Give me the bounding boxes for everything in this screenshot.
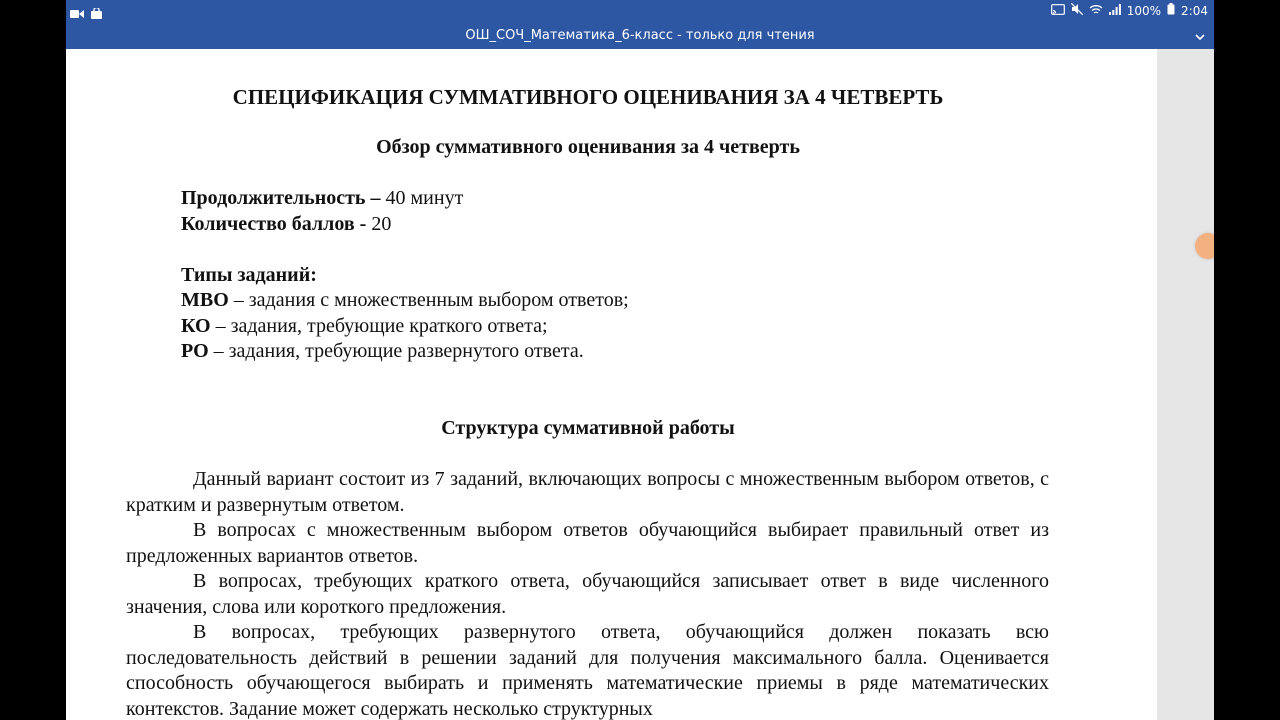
page-title: СПЕЦИФИКАЦИЯ СУММАТИВНОГО ОЦЕНИВАНИЯ ЗА 4 ЧЕТВЕРТЬ (232, 85, 944, 109)
paragraph: В вопросах с множественным выбором ответов обучающийся выбирает правильный ответ из предложенных вариантов ответов. (126, 519, 1049, 567)
signal-icon (1109, 4, 1121, 18)
points-line (181, 213, 391, 236)
page-margin-area (1157, 49, 1214, 720)
task-types-heading: Типы заданий: (181, 264, 317, 286)
wifi-icon (1089, 4, 1103, 18)
shopping-bag-icon (91, 4, 102, 23)
clock: 2:04 (1181, 3, 1208, 18)
floating-action-button[interactable] (1195, 233, 1214, 259)
document-page (66, 49, 1157, 720)
duration-label: Продолжительность – (181, 187, 381, 209)
task-type-item: МВО – задания с множественным выбором ответов; (181, 289, 629, 311)
device-screen (66, 0, 1214, 720)
battery-percent: 100% (1126, 3, 1162, 18)
chevron-down-icon[interactable] (1194, 28, 1206, 47)
task-type-item: РО – задания, требующие развернутого ответа. (181, 340, 584, 362)
paragraph: Данный вариант состоит из 7 заданий, включающих вопросы с множественным выбором ответов, с кратким и развернутым ответом. (126, 468, 1049, 516)
document-title: ОШ_СОЧ_Математика_6-класс - только для чтения (465, 28, 815, 43)
duration-line (181, 187, 463, 210)
status-bar (66, 0, 1214, 23)
document-title-bar[interactable] (66, 23, 1214, 49)
mute-icon (1071, 3, 1083, 18)
overview-heading: Обзор суммативного оценивания за 4 четверть (376, 136, 800, 158)
task-type-item: КО – задания, требующие краткого ответа; (181, 315, 548, 337)
cast-icon (1051, 4, 1065, 18)
points-value: 20 (366, 213, 392, 235)
battery-icon (1167, 3, 1175, 18)
structure-heading: Структура суммативной работы (441, 417, 735, 439)
video-camera-icon (70, 4, 84, 23)
points-label: Количество баллов - (181, 213, 367, 235)
paragraph: В вопросах, требующих краткого ответа, обучающийся записывает ответ в виде численного значения, слова или короткого предложения. (126, 570, 1049, 618)
duration-value: 40 минут (380, 187, 464, 209)
paragraph: В вопросах, требующих развернутого ответа, обучающийся должен показать всю последовательность действий в решении заданий для получения максимального балла. Оценивается способность обучающегося выбирать и применять математические приемы в ряде математических контекстов. Задание может содержать несколько структурных (126, 621, 1049, 720)
